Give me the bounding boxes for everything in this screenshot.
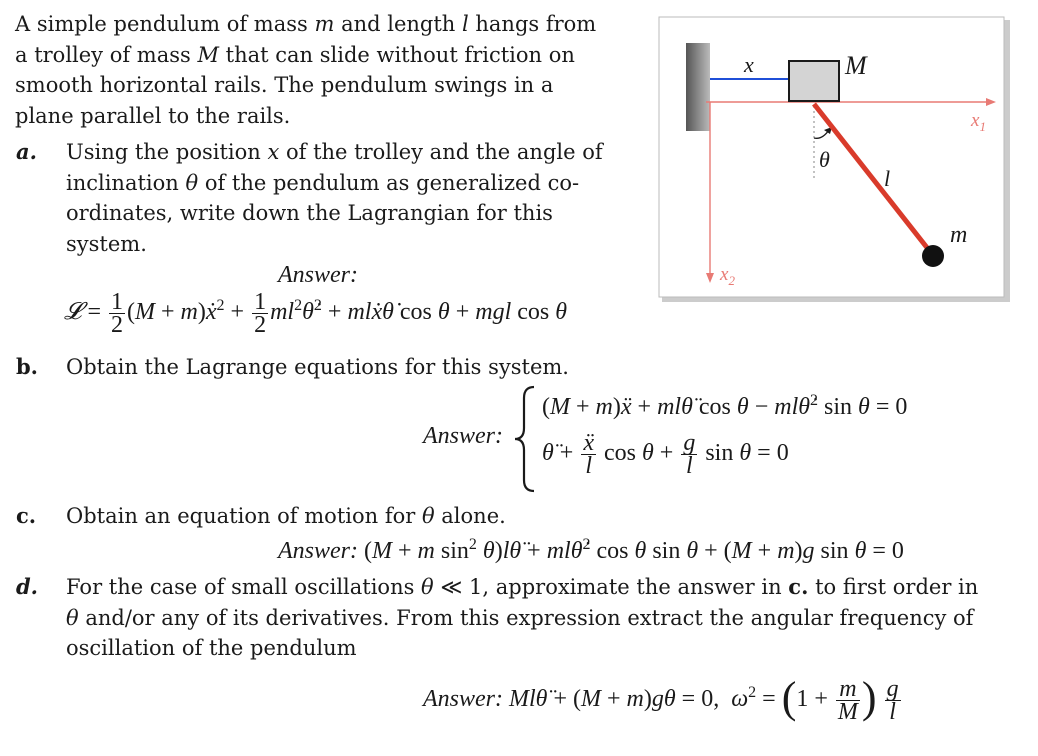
- part-a-line-4: system.: [66, 231, 147, 256]
- part-d-line-2: θ and/or any of its derivatives. From this expression extract the angular frequency of: [66, 605, 974, 630]
- length-label: l: [884, 166, 891, 191]
- trolley-label: M: [845, 51, 867, 80]
- wall: [686, 43, 710, 131]
- part-d-text: [66, 572, 978, 664]
- trolley: [789, 61, 839, 101]
- part-a-label: a.: [16, 139, 37, 164]
- part-d-label: d.: [16, 574, 38, 599]
- part-d-line-1: For the case of small oscillations θ ≪ 1, approximate the answer in c. to first order in: [66, 574, 979, 599]
- part-a-lagrangian: 𝓛 = $\frac{1}{2}$ (M + m)ẋ$^2$ + $\frac{1}{2}$ $ml^2\thetȧ^2$ + mlẋθ̇ cos θ + mgl cos θ: [64, 289, 568, 338]
- part-a-text: [66, 137, 603, 259]
- part-a-line-1: Using the position x of the trolley and the angle of: [66, 140, 603, 164]
- intro-line-1: A simple pendulum of mass m and length l hangs from: [15, 12, 597, 36]
- part-c-text: Obtain an equation of motion for θ alone.: [66, 504, 506, 528]
- angle-label: θ: [819, 147, 830, 172]
- part-a-answer-label: Answer:: [278, 262, 358, 288]
- problem-intro: [15, 9, 596, 131]
- part-a-line-3: ordinates, write down the Lagrangian for this: [66, 201, 553, 225]
- part-c-answer: Answer: (M + m $\sin^2$ θ)lθ̈ + mlθ̇$^2$ cos θ sin θ + (M + m)g sin θ = 0: [278, 536, 904, 564]
- x1-label: $x_1$: [971, 110, 986, 134]
- x2-label: $x_2$: [720, 264, 735, 288]
- position-label: x: [744, 52, 754, 77]
- intro-line-2: a trolley of mass M that can slide without friction on: [15, 42, 575, 67]
- part-b-label: b.: [16, 354, 38, 379]
- figure-frame: [659, 17, 1004, 297]
- pendulum-bob: [922, 245, 944, 267]
- bob-label: m: [950, 222, 968, 248]
- part-d-line-3: oscillation of the pendulum: [66, 636, 357, 660]
- brace-icon: [512, 384, 538, 494]
- part-a-line-2: inclination θ of the pendulum as generalized co-: [66, 170, 580, 195]
- part-b-text: Obtain the Lagrange equations for this system.: [66, 355, 569, 379]
- part-d-answer: Answer: Mlθ̈ + (M + m)gθ = 0, $\omega^2 = (1$ + $\frac{m}{M}$ ) $\frac{g}{l}$: [423, 673, 899, 725]
- intro-line-4: plane parallel to the rails.: [15, 103, 291, 128]
- pendulum-figure: [658, 16, 1014, 306]
- part-b-equation-1: (M + m)ẍ + mlθ̈ cos θ − mlθ̇$^2$ sin θ = 0: [542, 392, 908, 420]
- part-b-answer-label: Answer:: [423, 423, 503, 449]
- part-c-label: c.: [16, 503, 37, 528]
- part-b-equation-2: θ̈ + $\frac{\text{ẍ}}{l}$ cos θ + $\frac{g}{l}$ sin θ = 0: [542, 430, 789, 479]
- intro-line-3: smooth horizontal rails. The pendulum swings in a: [15, 73, 554, 97]
